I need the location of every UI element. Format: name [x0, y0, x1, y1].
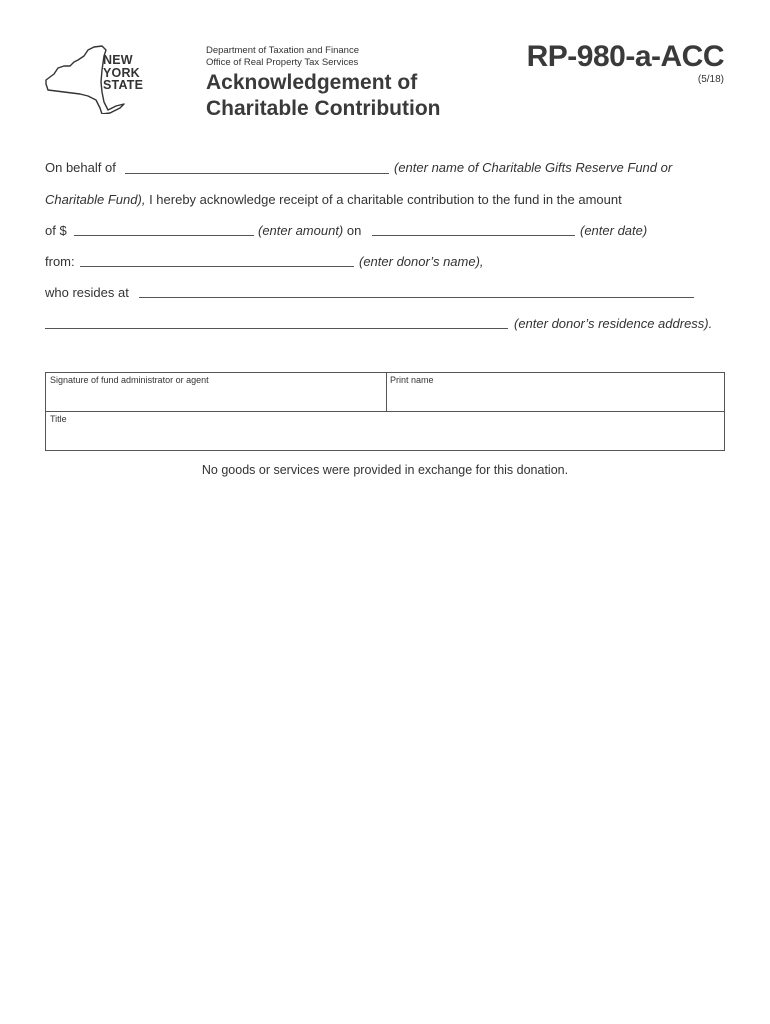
- address-field-line1[interactable]: [139, 297, 694, 298]
- no-goods-note: No goods or services were provided in exchange for this donation.: [201, 463, 569, 477]
- form-number: RP-980-a-ACC: [526, 40, 724, 73]
- amount-field[interactable]: [74, 235, 254, 236]
- amount-hint: (enter amount): [258, 223, 344, 238]
- resides-at-label: who resides at: [45, 285, 129, 300]
- signature-table: [45, 372, 725, 451]
- print-name-label: Print name: [390, 375, 434, 385]
- date-hint: (enter date): [580, 223, 648, 238]
- department-name: Department of Taxation and Finance: [206, 45, 359, 56]
- donor-name-hint: (enter donor’s name),: [359, 254, 484, 269]
- amount-hint-group: [258, 223, 361, 238]
- from-label: from:: [45, 254, 75, 269]
- amount-prefix-label: of $: [45, 223, 67, 238]
- title-field[interactable]: [46, 412, 724, 450]
- form-title: [206, 70, 441, 122]
- form-revision: (5/18): [697, 74, 724, 85]
- logo-line-state: STATE: [103, 78, 144, 92]
- department-block: [206, 45, 359, 69]
- address-hint: (enter donor’s residence address).: [514, 316, 713, 331]
- on-behalf-of-label: On behalf of: [45, 160, 116, 175]
- office-name: Office of Real Property Tax Services: [206, 57, 359, 68]
- address-field-line2[interactable]: [45, 328, 508, 329]
- logo-line-new: NEW: [103, 53, 133, 67]
- date-field[interactable]: [372, 235, 575, 236]
- fund-name-hint: (enter name of Charitable Gifts Reserve Fund or: [394, 160, 673, 175]
- on-label: on: [346, 223, 362, 238]
- receipt-line: [45, 192, 622, 207]
- title-label: Title: [50, 414, 67, 424]
- form-title-line2: Charitable Contribution: [206, 97, 441, 120]
- signature-label: Signature of fund administrator or agent: [50, 375, 209, 385]
- fund-name-field[interactable]: [125, 173, 389, 174]
- logo-text: [103, 54, 143, 92]
- fund-name-hint-cont: Charitable Fund),: [45, 192, 146, 207]
- form-title-line1: Acknowledgement of: [206, 71, 418, 94]
- signature-field[interactable]: [46, 373, 386, 411]
- logo-line-york: YORK: [103, 65, 140, 80]
- print-name-field[interactable]: [387, 373, 724, 411]
- receipt-text: I hereby acknowledge receipt of a charitable contribution to the fund in the amount: [149, 192, 622, 207]
- donor-name-field[interactable]: [80, 266, 354, 267]
